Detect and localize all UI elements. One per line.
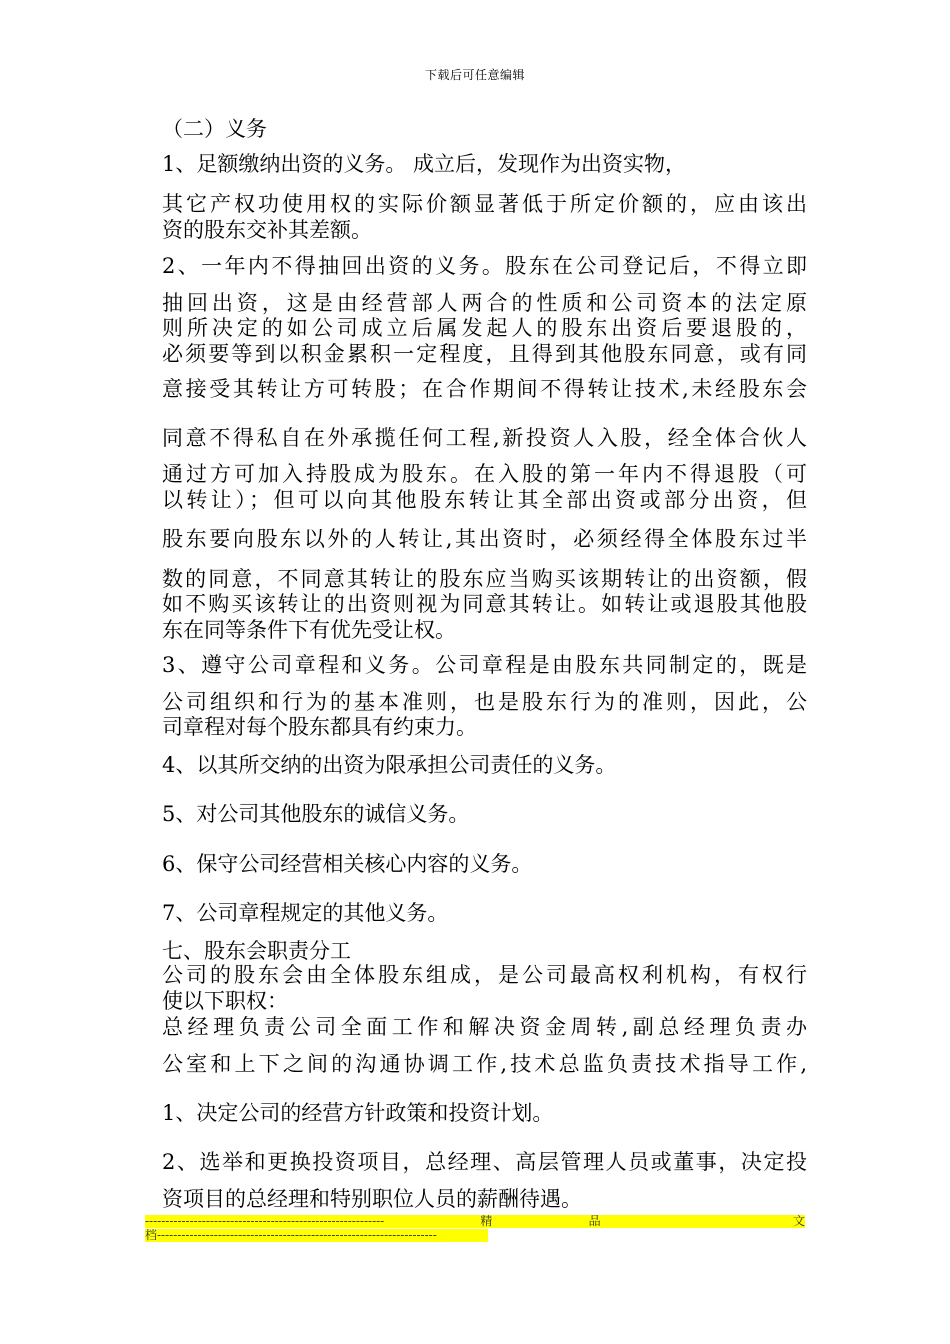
footer-char: 精 — [480, 1214, 493, 1228]
text-line: 5、对公司其他股东的诚信义务。 — [162, 802, 470, 826]
text-line: 其它产权功使用权的实际价额显著低于所定价额的，应由该出 — [162, 192, 807, 216]
text-line: 资的股东交补其差额。 — [162, 218, 372, 242]
text-line: 公司的股东会由全体股东组成，是公司最高权利机构，有权行 — [162, 963, 807, 987]
text-line: 意接受其转让方可转股；在合作期间不得转让技术,未经股东会 — [162, 377, 807, 401]
text-line: 东在同等条件下有优先受让权。 — [162, 618, 456, 642]
text-line: 公室和上下之间的沟通协调工作,技术总监负责技术指导工作, — [162, 1052, 807, 1076]
footer-dashes: ----------------------------------------------------------- — [145, 1214, 385, 1228]
page-header: 下载后可任意编辑 — [424, 68, 525, 82]
footer-watermark-line2: 档--------------------------------------------------------------------- — [145, 1228, 437, 1242]
text-line: 司章程对每个股东都具有约束力。 — [162, 715, 477, 739]
text-line: 同意不得私自在外承揽任何工程,新投资人入股，经全体合伙人 — [162, 426, 807, 450]
text-line: 数的同意，不同意其转让的股东应当购买该期转让的出资额，假 — [162, 567, 807, 591]
footer-char: 品 — [588, 1214, 601, 1228]
text-line: 必须要等到以积金累积一定程度，且得到其他股东同意，或有同 — [162, 342, 807, 366]
text-line: 如不购买该转让的出资则视为同意其转让。如转让或退股其他股 — [162, 592, 807, 616]
text-line: 抽回出资，这是由经营部人两合的性质和公司资本的法定原 — [162, 291, 807, 315]
text-line: 4、以其所交纳的出资为限承担公司责任的义务。 — [162, 753, 617, 777]
text-line: 2、选举和更换投资项目，总经理、高层管理人员或董事，决定投 — [162, 1150, 807, 1174]
text-line: 7、公司章程规定的其他义务。 — [162, 901, 449, 925]
text-line: 以转让）；但可以向其他股东转让其全部出资或部分出资，但 — [162, 488, 807, 512]
text-line: 资项目的总经理和特别职位人员的薪酬待遇。 — [162, 1187, 582, 1211]
section-heading: （二）义务 — [162, 117, 267, 141]
text-line: 1、足额缴纳出资的义务。 成立后，发现作为出资实物， — [162, 152, 687, 176]
text-line: 2、一年内不得抽回出资的义务。股东在公司登记后，不得立即 — [162, 254, 807, 278]
text-line: 6、保守公司经营相关核心内容的义务。 — [162, 852, 533, 876]
text-line: 通过方可加入持股成为股东。在入股的第一年内不得退股（可 — [162, 462, 807, 486]
text-line: 1、决定公司的经营方针政策和投资计划。 — [162, 1101, 554, 1125]
text-line: 公司组织和行为的基本准则，也是股东行为的准则，因此，公 — [162, 690, 807, 714]
text-line: 3、遵守公司章程和义务。公司章程是由股东共同制定的，既是 — [162, 653, 807, 677]
section-heading: 七、股东会职责分工 — [162, 939, 351, 963]
text-line: 则所决定的如公司成立后属发起人的股东出资后要退股的， — [162, 316, 807, 340]
text-line: 总经理负责公司全面工作和解决资金周转,副总经理负责办 — [162, 1015, 807, 1039]
text-line: 使以下职权： — [162, 989, 288, 1013]
footer-char: 文 — [792, 1214, 805, 1228]
footer-watermark — [145, 1215, 805, 1228]
text-line: 股东要向股东以外的人转让,其出资时，必须经得全体股东过半 — [162, 527, 807, 551]
